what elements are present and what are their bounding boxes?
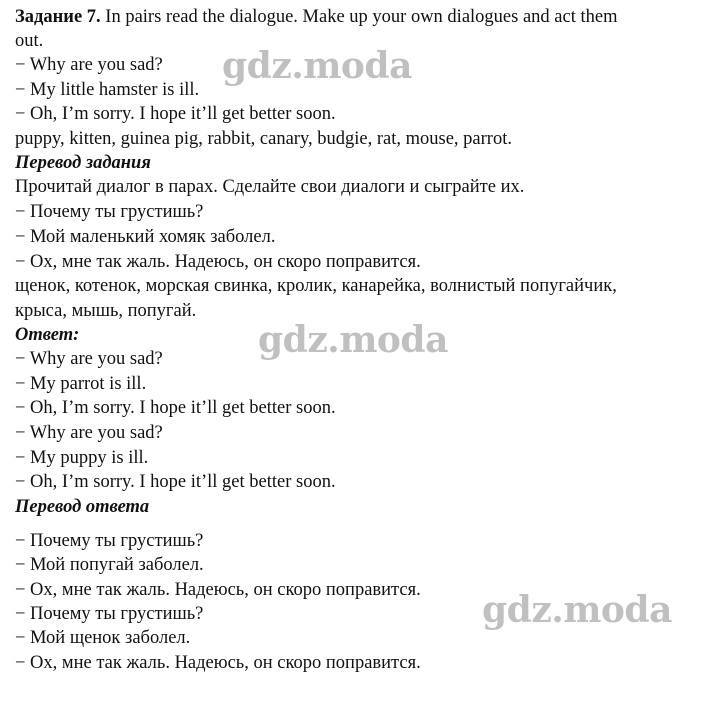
answer-line: − Why are you sad? — [15, 423, 163, 443]
watermark-logo: gdz.moda — [482, 589, 672, 631]
answer-line: − Why are you sad? — [15, 349, 163, 369]
task-title-line — [15, 6, 617, 28]
task-dialogue-line: − Oh, I’m sorry. I hope it’ll get better soon. — [15, 104, 336, 124]
answer-line: − Oh, I’m sorry. I hope it’ll get better soon. — [15, 472, 336, 492]
task-translation-dialogue-line: − Мой маленький хомяк заболел. — [15, 227, 276, 247]
answer-line: − Oh, I’m sorry. I hope it’ll get better soon. — [15, 398, 336, 418]
answer-translation-line: − Почему ты грустишь? — [15, 531, 204, 551]
watermark-logo: gdz.moda — [258, 319, 448, 361]
answer-translation-line: − Почему ты грустишь? — [15, 604, 204, 624]
task-translation-text: Прочитай диалог в парах. Сделайте свои диалоги и сыграйте их. — [15, 177, 525, 197]
task-dialogue-line: − Why are you sad? — [15, 55, 163, 75]
task-instruction: In pairs read the dialogue. Make up your own dialogues and act them — [105, 7, 618, 27]
answer-translation-line: − Мой попугай заболел. — [15, 555, 204, 575]
task-translation-dialogue-line: − Ох, мне так жаль. Надеюсь, он скоро поправится. — [15, 252, 421, 272]
answer-translation-heading: Перевод ответа — [15, 497, 150, 517]
task-translation-pet-list: щенок, котенок, морская свинка, кролик, канарейка, волнистый попугайчик, — [15, 276, 617, 296]
task-translation-pet-list-continued: крыса, мышь, попугай. — [15, 301, 197, 321]
task-pet-list: puppy, kitten, guinea pig, rabbit, canary, budgie, rat, mouse, parrot. — [15, 129, 512, 149]
answer-translation-line: − Ох, мне так жаль. Надеюсь, он скоро поправится. — [15, 580, 421, 600]
watermark-logo: gdz.moda — [222, 45, 412, 87]
task-instruction-continued: out. — [15, 31, 44, 51]
task-translation-heading: Перевод задания — [15, 153, 151, 173]
answer-translation-line: − Ох, мне так жаль. Надеюсь, он скоро поправится. — [15, 653, 421, 673]
task-dialogue-line: − My little hamster is ill. — [15, 80, 200, 100]
task-label: Задание 7. — [15, 7, 101, 27]
answer-line: − My puppy is ill. — [15, 448, 149, 468]
answer-heading: Ответ: — [15, 325, 80, 345]
task-translation-dialogue-line: − Почему ты грустишь? — [15, 202, 204, 222]
answer-line: − My parrot is ill. — [15, 374, 147, 394]
answer-translation-line: − Мой щенок заболел. — [15, 628, 191, 648]
